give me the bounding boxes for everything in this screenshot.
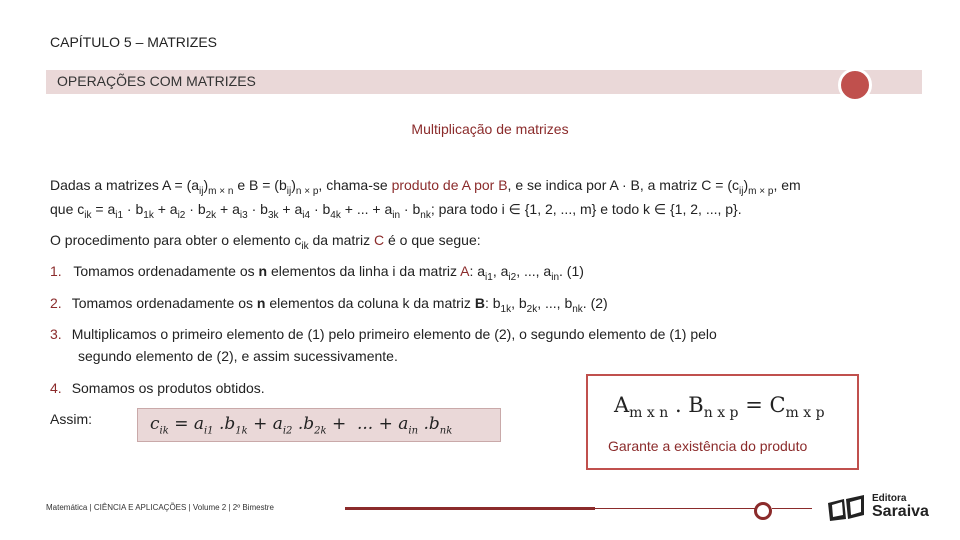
chapter-title: CAPÍTULO 5 – MATRIZES [50,34,217,50]
footer-text: Matemática | CIÊNCIA E APLICAÇÕES | Volume 2 | 2º Bimestre [46,503,274,512]
step-2: 2. Tomamos ordenadamente os n elementos da coluna k da matriz B: $b_{1k}$, $b_{2k}$, ..., $b_{nk}$. (2) [50,295,608,315]
footer-circle [754,502,772,520]
footer-divider-thin [595,508,755,509]
step-number: 1. [50,263,62,279]
product-highlight: produto de A por B [391,177,508,193]
step-3-continued: segundo elemento de (2), e assim sucessivamente. [78,348,398,364]
definition-line-1: Dadas a matrizes $A = (a_{ij})_{m \times n}$ e $B = (b_{ij})_{n \times p}$, chama-se produto de A por B, e se indica por A · B, a matriz $C = (c_{ij})_{m \times p}$, em [50,177,801,197]
step-number: 3. [50,326,62,342]
section-title: OPERAÇÕES COM MATRIZES [57,73,256,89]
step-number: 4. [50,380,62,396]
logo-small-text: Editora [872,493,907,504]
logo-big-text: Saraiva [872,503,929,520]
footer-divider [345,507,595,510]
assim-label: Assim: [50,411,92,427]
book-icon [826,495,866,521]
step-1: 1. Tomamos ordenadamente os n elementos da linha i da matriz A: $a_{i1}$, $a_{i2}$, ..., $a_{in}$. (1) [50,263,584,283]
procedure-intro: O procedimento para obter o elemento $c_{ik}$ da matriz C é o que segue: [50,232,481,252]
footer-divider-end [772,508,812,509]
step-number: 2. [50,295,62,311]
decorative-circle [838,68,872,102]
product-formula: $c_{ik} = a_{i1}$ $.b_{1k} + a_{i2}$ $.b_{2k}$ + ... + $a_{in}$ $.b_{nk}$ [150,414,453,437]
page-title: Multiplicação de matrizes [411,121,569,137]
publisher-logo [826,493,936,523]
condition-box [586,374,859,470]
condition-note: Garante a existência do produto [608,438,808,454]
definition-line-2: que $c_{ik} = a_{i1} \cdot b_{1k} + a_{i2} \cdot b_{2k} + a_{i3} \cdot b_{3k} + a_{i4} \cdot b_{4k}$ + ... + $a_{in} \cdot b_{nk}$; para todo i ∈ {1, 2, ..., m} e todo k ∈ {1, 2, ..., p}. [50,201,742,221]
step-3: 3. Multiplicamos o primeiro elemento de (1) pelo primeiro elemento de (2), o segundo elemento de (1) pelo [50,326,717,342]
dimension-formula: $A_{m x n}$ . $B_{n x p} = C_{m x p}$ [614,393,825,422]
step-4: 4. Somamos os produtos obtidos. [50,380,265,396]
